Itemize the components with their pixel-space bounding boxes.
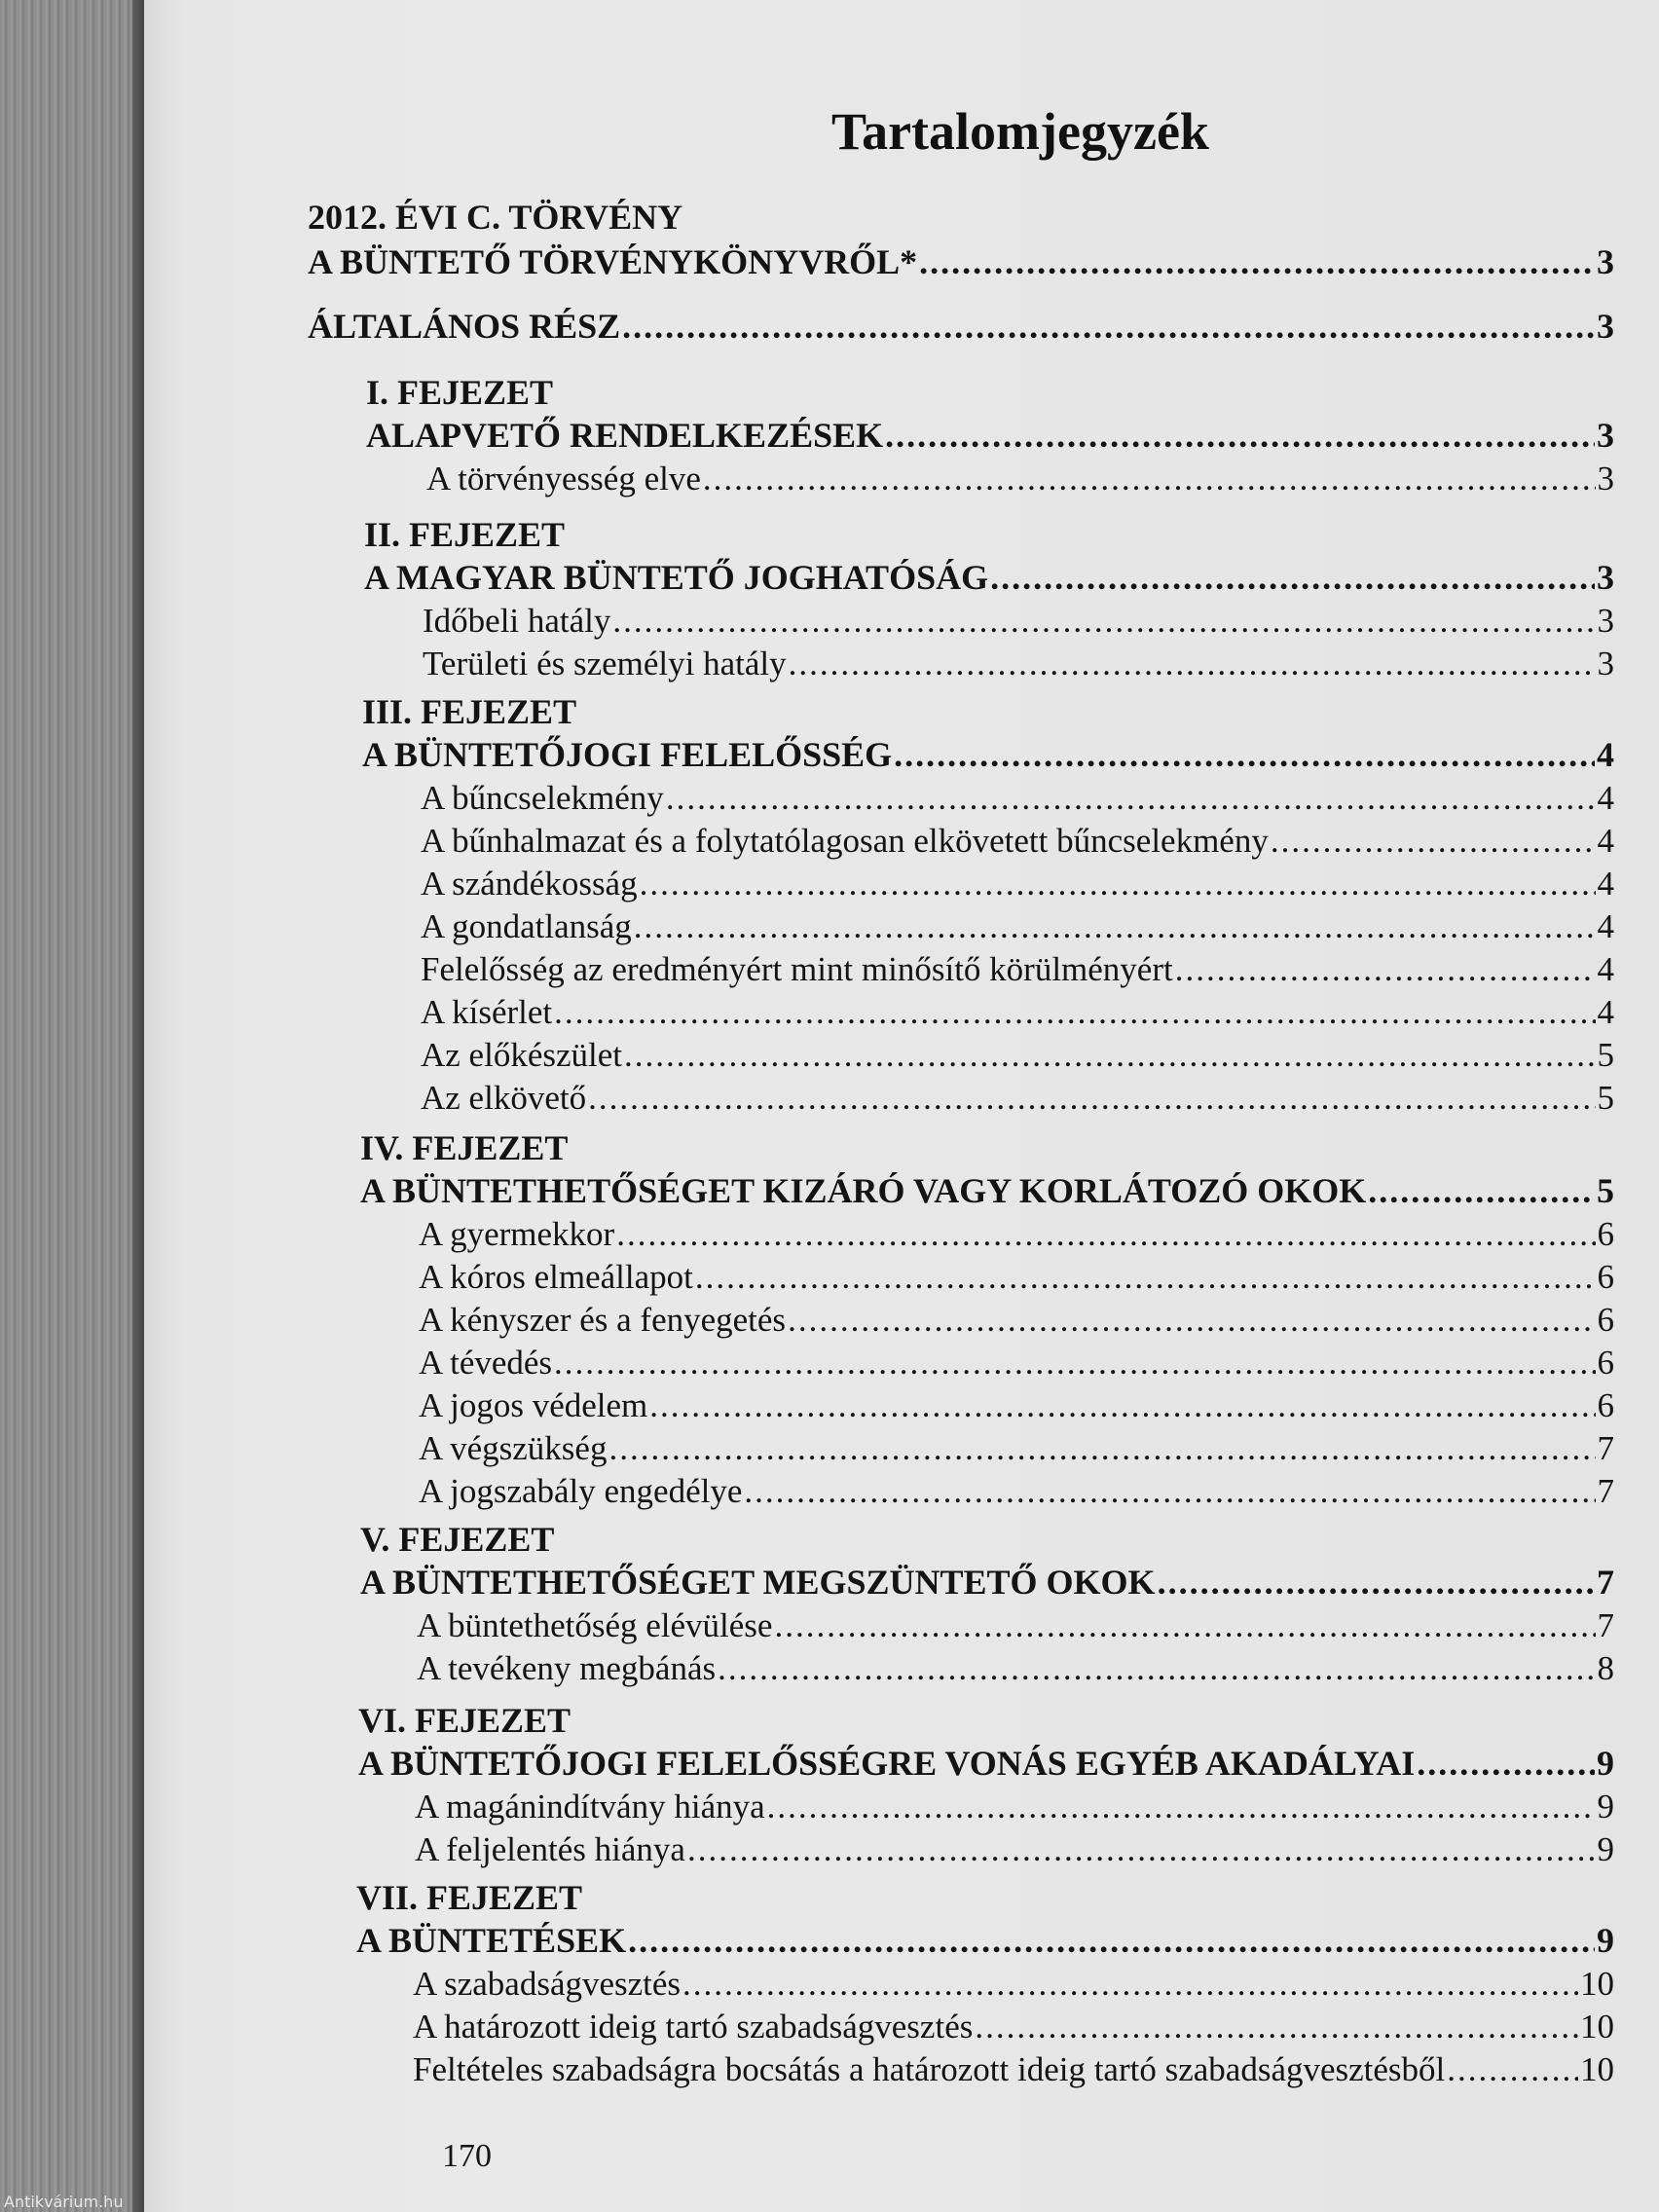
dot-leader (767, 1788, 1596, 1826)
toc-entry-item (419, 1258, 1614, 1297)
dot-leader (622, 306, 1595, 347)
toc-entry-chapter-7-page: 9 (1597, 1921, 1614, 1960)
toc-entry-item-page: 9 (1597, 1788, 1614, 1825)
toc-entry-item (421, 907, 1614, 946)
toc-entry-chapter-6 (358, 1743, 1614, 1784)
toc-entry-item-text: Időbeli hatály (423, 602, 611, 640)
toc-entry-chapter-2-page: 3 (1597, 558, 1614, 597)
toc-entry-item (419, 1429, 1614, 1468)
toc-entry-item (426, 460, 1614, 498)
toc-entry-item-page: 4 (1597, 822, 1614, 860)
dot-leader (682, 1965, 1578, 2004)
toc-entry-item-text: A magánindítvány hiánya (415, 1788, 765, 1825)
toc-entry-item-page: 6 (1597, 1215, 1614, 1253)
toc-entry-chapter-2 (364, 557, 1614, 598)
toc-entry-item (423, 645, 1614, 683)
page-title: Tartalomjegyzék (831, 102, 1209, 161)
toc-entry-chapter-1 (366, 415, 1614, 456)
toc-entry-item-page: 4 (1597, 907, 1614, 945)
toc-entry-item-text: A gyermekkor (419, 1215, 615, 1253)
toc-entry-item-text: A szabadságvesztés (413, 1965, 682, 2003)
toc-entry-chapter-5-text: A BÜNTETHETŐSÉGET MEGSZÜNTETŐ OKOK (360, 1563, 1156, 1602)
toc-entry-chapter-5 (360, 1562, 1614, 1603)
chapter-heading-5: V. FEJEZET (360, 1520, 555, 1559)
toc-entry-item (417, 1606, 1614, 1645)
toc-entry-item-text: Feltételes szabadságra bocsátás a határozott ideig tartó szabadságvesztésből (413, 2050, 1446, 2088)
toc-entry-item-text: A bűncselekmény (421, 779, 664, 817)
dot-leader (1271, 822, 1596, 861)
toc-entry-item (415, 1788, 1614, 1826)
chapter-heading-2: II. FEJEZET (364, 515, 566, 554)
dot-leader (990, 557, 1595, 598)
chapter-heading-1: I. FEJEZET (366, 373, 554, 412)
toc-entry-item-text: A jogszabály engedélye (419, 1472, 743, 1510)
toc-entry-item-text: A kényszer és a fenyegetés (419, 1301, 787, 1339)
toc-entry-law-text: A BÜNTETŐ TÖRVÉNYKÖNYVRŐL* (308, 242, 918, 281)
toc-entry-item-page: 3 (1597, 602, 1614, 640)
dot-leader (1447, 2050, 1578, 2089)
dot-leader (612, 602, 1595, 641)
dot-leader (744, 1472, 1595, 1511)
dot-leader (640, 865, 1596, 903)
toc-entry-item-page: 5 (1597, 1036, 1614, 1074)
dot-leader (554, 993, 1595, 1032)
toc-entry-item-text: Területi és személyi hatály (423, 645, 787, 682)
toc-entry-item (421, 1036, 1614, 1075)
toc-entry-item (421, 865, 1614, 903)
dot-leader (894, 734, 1595, 775)
toc-entry-item (421, 822, 1614, 861)
toc-entry-general-part-text: ÁLTALÁNOS RÉSZ (308, 307, 621, 346)
toc-entry-item-text: A végszükség (419, 1429, 608, 1467)
toc-entry-item-text: A büntethetőség elévülése (417, 1606, 773, 1644)
toc-entry-item (413, 1965, 1614, 2004)
page-number: 170 (442, 2138, 492, 2174)
toc-entry-chapter-7-text: A BÜNTETÉSEK (356, 1921, 627, 1960)
toc-entry-item-page: 6 (1597, 1344, 1614, 1382)
toc-entry-item-text: A szándékosság (421, 865, 638, 903)
book-spine (0, 0, 144, 2212)
book-page (144, 0, 1659, 2212)
law-heading: 2012. ÉVI C. TÖRVÉNY (308, 198, 683, 237)
toc-entry-item-text: A tevékeny megbánás (417, 1649, 717, 1687)
dot-leader (616, 1215, 1595, 1254)
toc-entry-chapter-2-text: A MAGYAR BÜNTETŐ JOGHATÓSÁG (364, 558, 989, 597)
dot-leader (666, 779, 1596, 818)
dot-leader (789, 645, 1596, 683)
toc-entry-item-page: 6 (1597, 1386, 1614, 1424)
dot-leader (1158, 1562, 1595, 1603)
chapter-heading-7: VII. FEJEZET (356, 1878, 583, 1917)
toc-entry-item-page: 3 (1597, 645, 1614, 682)
toc-entry-item-page: 6 (1597, 1301, 1614, 1339)
toc-entry-item-page: 5 (1597, 1079, 1614, 1117)
toc-entry-chapter-4-text: A BÜNTETHETŐSÉGET KIZÁRÓ VAGY KORLÁTOZÓ OKOK (360, 1171, 1367, 1210)
toc-entry-item-text: A feljelentés hiánya (415, 1830, 685, 1868)
toc-entry-item (419, 1472, 1614, 1511)
toc-entry-item-page: 8 (1597, 1649, 1614, 1687)
toc-entry-general-part (308, 306, 1614, 347)
toc-entry-item-text: A jogos védelem (419, 1386, 648, 1424)
toc-entry-item-text: Az előkészület (421, 1036, 622, 1074)
toc-entry-item (419, 1301, 1614, 1340)
toc-entry-item-text: A határozott ideig tartó szabadságvesztés (413, 2008, 974, 2046)
toc-entry-item (423, 602, 1614, 641)
toc-entry-item-text: A gondatlanság (421, 907, 632, 945)
toc-entry-item-text: A bűnhalmazat és a folytatólagosan elkövetett bűncselekmény (421, 822, 1269, 860)
toc-entry-item-page: 7 (1597, 1606, 1614, 1644)
toc-entry-chapter-1-text: ALAPVETŐ RENDELKEZÉSEK (366, 416, 884, 455)
dot-leader (649, 1386, 1595, 1425)
dot-leader (634, 907, 1596, 946)
dot-leader (1175, 950, 1596, 989)
dot-leader (703, 460, 1596, 498)
toc-entry-item (421, 993, 1614, 1032)
toc-entry-law (308, 241, 1614, 282)
toc-entry-item-page: 4 (1597, 993, 1614, 1031)
toc-entry-chapter-7 (356, 1920, 1614, 1961)
toc-entry-item-page: 10 (1580, 1965, 1614, 2003)
dot-leader (774, 1606, 1595, 1645)
toc-entry-chapter-3-page: 4 (1597, 735, 1614, 774)
dot-leader (588, 1079, 1595, 1118)
toc-entry-chapter-6-page: 9 (1597, 1744, 1614, 1783)
toc-entry-law-page: 3 (1597, 242, 1614, 281)
chapter-heading-3: III. FEJEZET (362, 692, 577, 731)
dot-leader (1417, 1743, 1595, 1784)
dot-leader (975, 2008, 1578, 2046)
toc-entry-item-page: 3 (1597, 460, 1614, 498)
dot-leader (919, 241, 1595, 282)
toc-entry-item (421, 950, 1614, 989)
dot-leader (885, 415, 1595, 456)
toc-entry-item-page: 7 (1597, 1472, 1614, 1510)
dot-leader (1368, 1170, 1595, 1211)
toc-entry-item-text: A kóros elmeállapot (419, 1258, 693, 1296)
dot-leader (687, 1830, 1596, 1869)
toc-entry-item-text: A törvényesség elve (426, 460, 701, 498)
dot-leader (628, 1920, 1595, 1961)
dot-leader (608, 1429, 1595, 1468)
toc-entry-chapter-4-page: 5 (1597, 1171, 1614, 1210)
toc-entry-item (417, 1649, 1614, 1688)
toc-entry-item (415, 1830, 1614, 1869)
toc-entry-chapter-3-text: A BÜNTETŐJOGI FELELŐSSÉG (362, 735, 893, 774)
toc-entry-item-page: 9 (1597, 1830, 1614, 1868)
dot-leader (554, 1344, 1595, 1382)
toc-entry-item-page: 10 (1580, 2008, 1614, 2046)
toc-entry-chapter-6-text: A BÜNTETŐJOGI FELELŐSSÉGRE VONÁS EGYÉB AKADÁLYAI (358, 1744, 1416, 1783)
toc-entry-item (413, 2008, 1614, 2046)
toc-entry-item-text: Felelősség az eredményért mint minősítő körülményért (421, 950, 1173, 988)
toc-entry-item-page: 7 (1597, 1429, 1614, 1467)
toc-entry-item-text: A kísérlet (421, 993, 553, 1031)
toc-entry-item-text: Az elkövető (421, 1079, 587, 1117)
dot-leader (718, 1649, 1595, 1688)
toc-entry-chapter-3 (362, 734, 1614, 775)
toc-entry-item-page: 6 (1597, 1258, 1614, 1296)
toc-entry-item (421, 779, 1614, 818)
toc-entry-chapter-5-page: 7 (1597, 1563, 1614, 1602)
toc-entry-chapter-1-page: 3 (1597, 416, 1614, 455)
toc-entry-item-page: 4 (1597, 950, 1614, 988)
watermark: Antikvárium.hu (4, 2193, 124, 2211)
toc-entry-item (419, 1215, 1614, 1254)
toc-entry-chapter-4 (360, 1170, 1614, 1211)
toc-entry-item-page: 10 (1580, 2050, 1614, 2088)
toc-entry-item (421, 1079, 1614, 1118)
toc-entry-item-page: 4 (1597, 779, 1614, 817)
dot-leader (624, 1036, 1596, 1075)
toc-entry-item (413, 2050, 1614, 2089)
table-of-contents (144, 0, 1659, 2212)
toc-entry-item (419, 1344, 1614, 1382)
toc-entry-item (419, 1386, 1614, 1425)
dot-leader (788, 1301, 1595, 1340)
chapter-heading-6: VI. FEJEZET (358, 1701, 571, 1740)
toc-entry-general-part-page: 3 (1597, 307, 1614, 346)
toc-entry-item-page: 4 (1597, 865, 1614, 903)
chapter-heading-4: IV. FEJEZET (360, 1128, 569, 1167)
toc-entry-item-text: A tévedés (419, 1344, 553, 1382)
dot-leader (695, 1258, 1596, 1297)
